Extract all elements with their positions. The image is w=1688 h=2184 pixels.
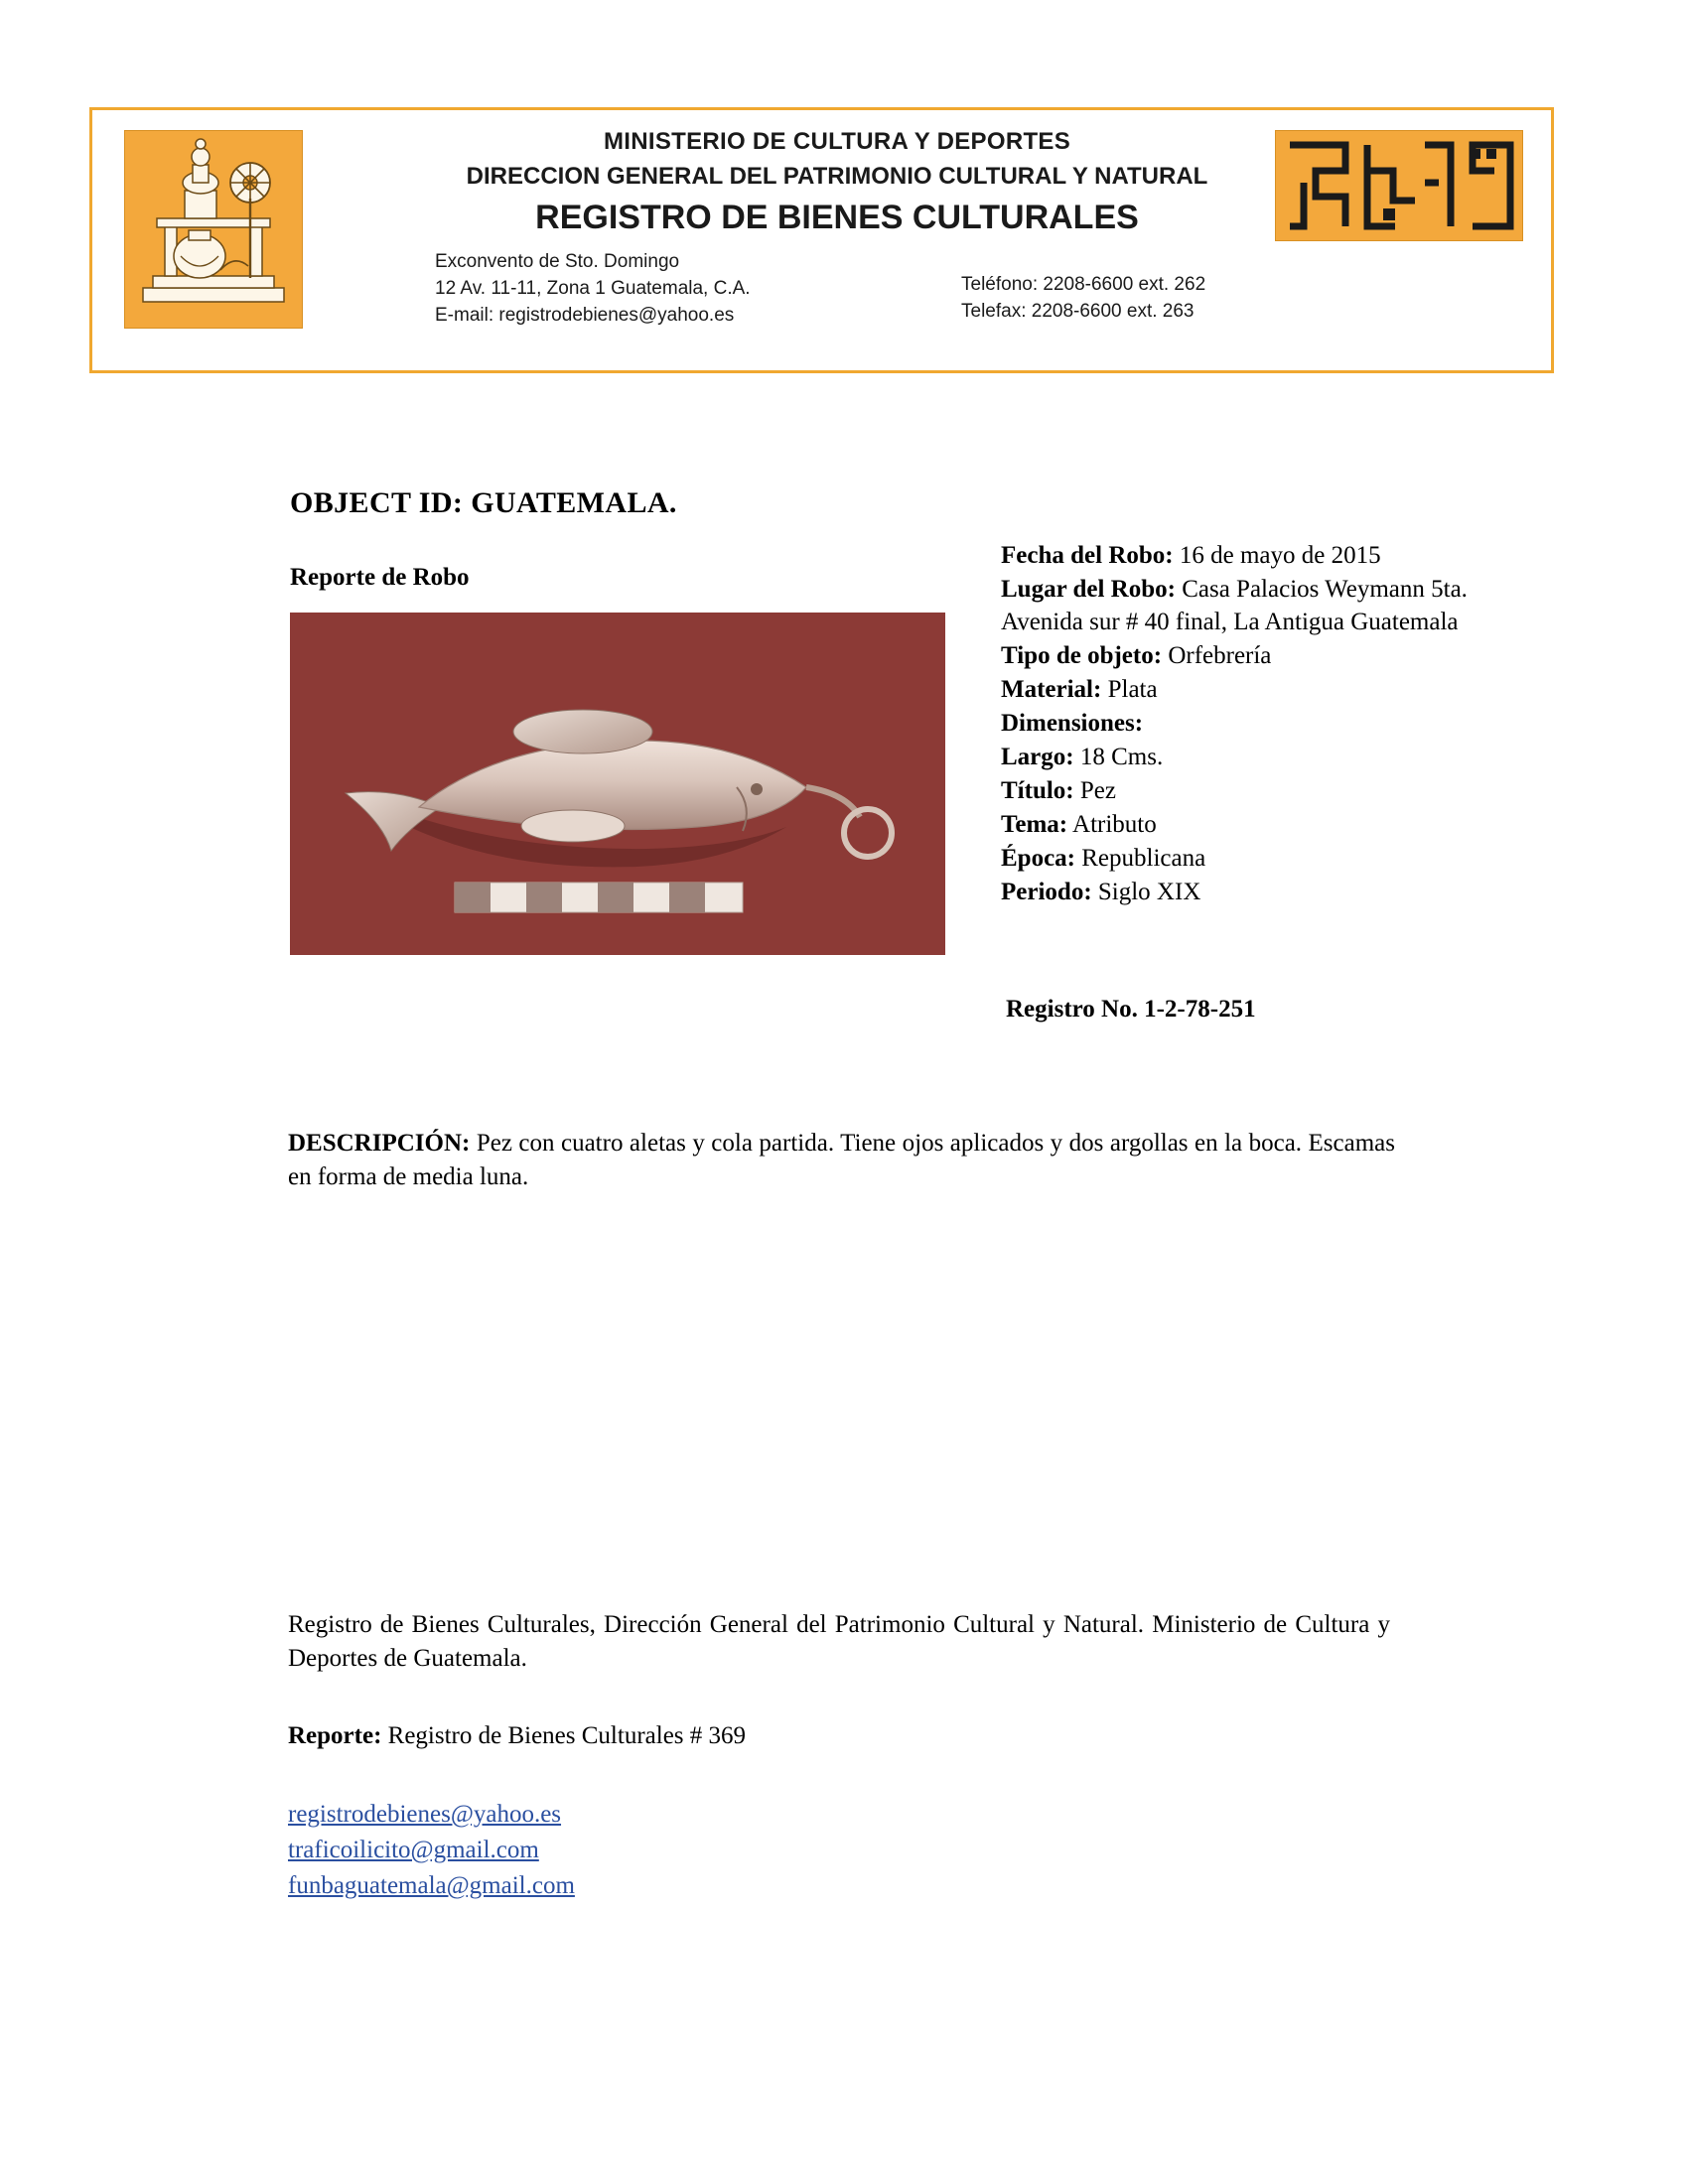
ministry-title: MINISTERIO DE CULTURA Y DEPORTES [603,128,1071,155]
field-label: Largo: [1001,744,1074,770]
field-value: Plata [1107,676,1158,703]
footer-note: Registro de Bienes Culturales, Dirección General del Patrimonio Cultural y Natural. Ministerio de Cultura y Deportes de Guatemala. [288,1611,1390,1672]
field-label: Tema: [1001,811,1068,838]
field-label: Título: [1001,777,1074,804]
phone-line: Teléfono: 2208-6600 ext. 262 [961,274,1206,295]
field-value: 16 de mayo de 2015 [1179,542,1381,569]
field-value: Atributo [1072,811,1157,838]
page-title: OBJECT ID: GUATEMALA. [290,486,677,519]
address-line-1: Exconvento de Sto. Domingo [435,251,680,272]
field-value: 18 Cms. [1079,744,1164,770]
report-value: Registro de Bienes Culturales # 369 [381,1722,747,1749]
field-label: Tipo de objeto: [1001,642,1163,669]
report-type-label: Reporte de Robo [290,564,470,591]
contact-emails [288,1797,575,1904]
field-epoca [1001,842,1517,875]
field-largo [1001,741,1517,773]
field-label: Época: [1001,845,1075,872]
field-label: Lugar del Robo: [1001,576,1176,603]
description-label: DESCRIPCIÓN: [288,1130,471,1157]
field-value: Republicana [1081,845,1206,872]
field-label: Material: [1001,676,1102,703]
field-tipo-de-objeto [1001,639,1517,672]
field-lugar-del-robo [1001,573,1517,638]
description-text: Pez con cuatro aletas y cola partida. Tiene ojos aplicados y dos argollas en la boca. Escamas en forma de media luna. [288,1130,1395,1190]
object-fields [1001,539,1517,909]
silver-fish-pendant-photo [290,613,945,955]
maya-fret-pattern-icon [1275,130,1523,241]
field-value: Casa Palacios Weymann 5ta. Avenida sur # 40 final, La Antigua Guatemala [1001,576,1468,635]
office-address [435,249,751,330]
field-label: Dimensiones: [1001,710,1144,737]
registro-number: Registro No. 1-2-78-251 [1006,996,1256,1023]
email-link-traficoilicito[interactable]: traficoilicito@gmail.com [288,1837,539,1863]
field-label: Fecha del Robo: [1001,542,1174,569]
description-paragraph [288,1127,1395,1194]
report-label: Reporte: [288,1722,382,1749]
field-material [1001,673,1517,706]
email-link-registrodebienes[interactable]: registrodebienes@yahoo.es [288,1801,562,1828]
address-line-2: 12 Av. 11-11, Zona 1 Guatemala, C.A. [435,277,751,299]
field-periodo [1001,876,1517,908]
office-phones [961,272,1205,326]
header-titles [341,128,1334,237]
field-dimensiones [1001,707,1517,740]
registry-title: REGISTRO DE BIENES CULTURALES [535,199,1139,236]
field-titulo [1001,774,1517,807]
field-label: Periodo: [1001,879,1092,905]
field-tema [1001,808,1517,841]
email-link-funbaguatemala[interactable]: funbaguatemala@gmail.com [288,1872,575,1899]
field-value: Siglo XIX [1097,879,1201,905]
report-number-line [288,1722,746,1750]
field-fecha-del-robo [1001,539,1517,572]
field-value: Orfebrería [1168,642,1272,669]
address-email-line: E-mail: registrodebienes@yahoo.es [435,304,735,326]
national-emblem-icon [124,130,303,329]
field-value: Pez [1079,777,1116,804]
direction-title: DIRECCION GENERAL DEL PATRIMONIO CULTURAL Y NATURAL [466,163,1208,190]
telefax-line: Telefax: 2208-6600 ext. 263 [961,300,1195,322]
letterhead-box [89,107,1554,373]
